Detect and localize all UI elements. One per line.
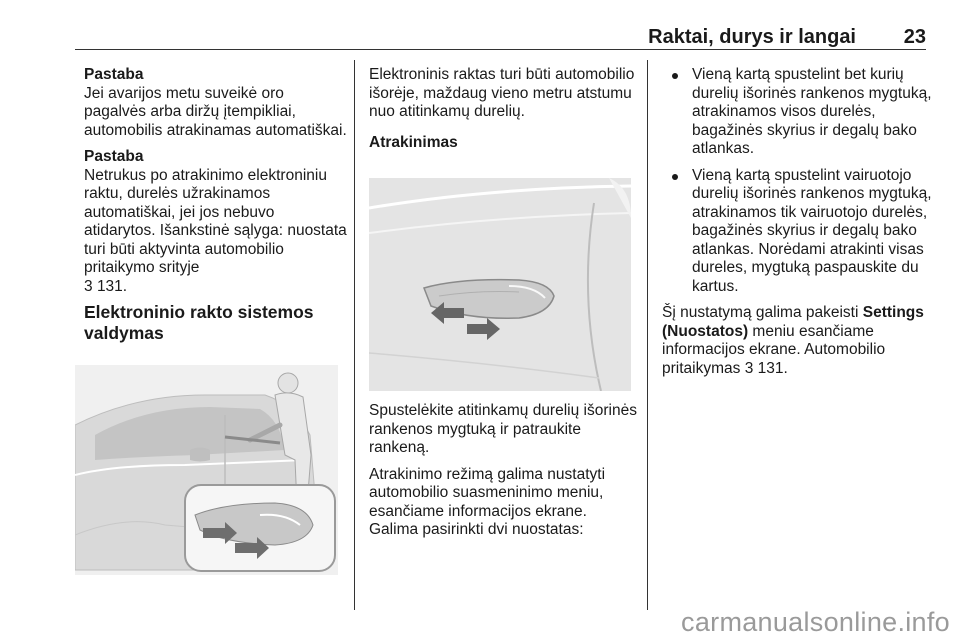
column-middle xyxy=(369,66,639,152)
door-handle-illustration-svg xyxy=(369,178,631,391)
note-text: Netrukus po atrakinimo elektroniniu raktu, durelės užrakinamos automatiškai, jei jos nebuvo atidarytos. Išankstinė sąlyga: nuostata turi būti aktyvinta automobilio pritaikymo srityje 3 131. xyxy=(84,166,347,295)
column-divider-2 xyxy=(647,60,648,610)
menu-name: Settings (Nuostatos) xyxy=(662,304,924,340)
note-text: Jei avarijos metu suveikė oro pagalvės arba diržų įtempikliai, automobilis atrakinamas automatiškai. xyxy=(84,84,347,139)
page-ref-link[interactable]: 131. xyxy=(96,277,128,295)
door-handle-illustration xyxy=(369,178,631,391)
note-label: Pastaba xyxy=(84,148,144,165)
bullet-icon xyxy=(672,174,678,180)
watermark: carmanualsonline.info xyxy=(681,607,950,637)
list-item: Vieną kartą spustelint vairuotojo durelių išorinės rankenos mygtuką, atrakinamos tik vairuotojo durelės, bagažinės skyrius ir degalų bako atlankas. Norėdami atrakinti visas dureles, mygtuką paspauskite du kartus. xyxy=(662,167,932,297)
bullet-list xyxy=(662,66,932,296)
page-header xyxy=(75,20,926,50)
list-item: Vieną kartą spustelint bet kurių durelių išorinės rankenos mygtuką, atrakinamos visos durelės, bagažinės skyrius ir degalų bako atlankas. xyxy=(662,66,932,159)
car-door-illustration-svg xyxy=(75,365,338,575)
paragraph: Spustelėkite atitinkamų durelių išorinės rankenos mygtuką ir patraukite rankeną. xyxy=(369,402,637,456)
page-ref-arrow-icon: 3 xyxy=(84,277,93,295)
header-rule xyxy=(75,49,926,50)
column-left xyxy=(84,66,348,344)
page-ref-arrow-icon: 3 xyxy=(744,359,754,377)
subsection-heading: Atrakinimas xyxy=(369,133,458,151)
paragraph: Atrakinimo režimą galima nustatyti automobilio suasmeninimo meniu, esančiame informacijos ekrane. Galima pasirinkti dvi nuostatas: xyxy=(369,465,606,538)
note-label: Pastaba xyxy=(84,66,144,83)
section-heading: Elektroninio rakto sistemos valdymas xyxy=(84,302,314,343)
bullet-icon xyxy=(672,73,678,79)
intro-paragraph: Elektroninis raktas turi būti automobilio išorėje, maždaug vieno metru atstumu nuo atitinkamų durelių. xyxy=(369,66,635,120)
column-divider-1 xyxy=(354,60,355,610)
page-number: 23 xyxy=(903,26,926,48)
paragraph: Šį nustatymą galima pakeisti Settings (Nuostatos) meniu esančiame informacijos ekrane. Automobilio pritaikymas 3 131. xyxy=(662,304,924,377)
column-middle-lower xyxy=(369,402,639,540)
chapter-title: Raktai, durys ir langai xyxy=(648,26,856,48)
car-door-illustration xyxy=(75,365,338,575)
page-ref-link[interactable]: 131. xyxy=(757,359,788,377)
column-right xyxy=(662,66,932,378)
